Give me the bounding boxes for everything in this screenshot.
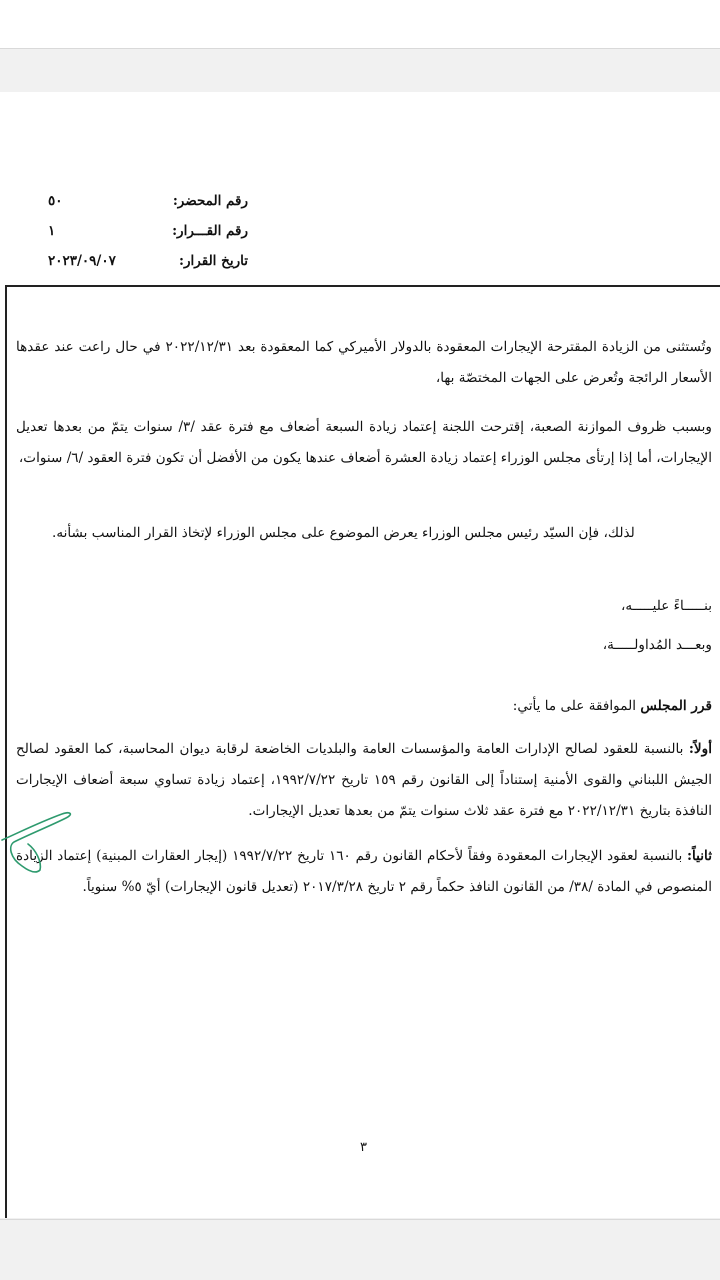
minutes-label: رقم المحضر: — [172, 193, 248, 209]
page-number: ٣ — [360, 1140, 367, 1155]
minutes-row — [48, 186, 248, 216]
decision-date-value: ٢٠٢٣/٠٩/٠٧ — [48, 253, 116, 269]
first-heading: أولاً: — [688, 741, 712, 757]
decision-number-row — [48, 216, 248, 246]
paragraph-budget: وبسبب ظروف الموازنة الصعبة، إقترحت اللجنة إعتماد زيادة السبعة أضعاف مع فترة عقد /٣/ سنوات يتمّ من بعدها تعديل الإيجارات، أما إذا إرتأى مجلس الوزراء إعتماد زيادة العشرة أضعاف عندها يكون من الأفضل أن تكون فترة العقود /٦/ سنوات، — [16, 419, 712, 466]
top-bar — [0, 0, 720, 48]
frame-border-left — [5, 285, 7, 1218]
paragraph-deliberation: وبعـــد المُداولـــــة، — [602, 637, 712, 653]
decision-date-label: تاريخ القرار: — [179, 253, 248, 269]
second-heading: ثانياً: — [687, 848, 712, 864]
decision-header — [48, 186, 248, 276]
council-decision-heading: قرر المجلس — [640, 698, 712, 714]
paragraph-exemption: وتُستثنى من الزيادة المقترحة الإيجارات المعقودة بالدولار الأميركي كما المعقودة بعد ٢٠٢٢/١٢/٣١ في حال راعت عند عقدها الأسعار الرائجة وتُعرض على الجهات المختصّة بها، — [16, 339, 712, 386]
paragraph-submission: لذلك، فإن السيّد رئيس مجلس الوزراء يعرض الموضوع على مجلس الوزراء لإتخاذ القرار المناسب بشأنه. — [52, 525, 635, 541]
decision-number-value: ١ — [48, 223, 56, 239]
decision-date-row — [48, 246, 248, 276]
frame-border-top — [5, 285, 720, 287]
paragraph-second — [16, 841, 712, 903]
minutes-value: ٥٠ — [48, 193, 63, 209]
divider — [0, 48, 720, 49]
divider — [0, 1219, 720, 1220]
council-decision-text: الموافقة على ما يأتي: — [512, 698, 641, 714]
signature-mark — [0, 792, 80, 892]
document-body — [16, 332, 712, 903]
document-page[interactable] — [0, 92, 720, 1218]
decision-number-label: رقم القـــرار: — [172, 223, 248, 239]
paragraph-council-decision — [16, 691, 712, 722]
first-text: بالنسبة للعقود لصالح الإدارات العامة والمؤسسات العامة والبلديات الخاضعة لرقابة ديوان المحاسبة، كما العقود لصالح الجيش اللبناني والقوى الأمنية إستناداً إلى القانون رقم ١٥٩ تاريخ ١٩٩٢/٧/٢٢، إعتماد زيادة تساوي سبعة أضعاف الإيجارات النافذة بتاريخ ٢٠٢٢/١٢/٣١ مع فترة عقد ثلاث سنوات يتمّ من بعدها تعديل الإيجارات. — [16, 741, 712, 819]
paragraph-based-on: بنـــــاءً عليـــــه، — [621, 598, 712, 614]
second-text: بالنسبة لعقود الإيجارات المعقودة وفقاً لأحكام القانون رقم ١٦٠ تاريخ ١٩٩٢/٧/٢٢ (إيجار العقارات المبنية) إعتماد الزيادة المنصوص في المادة /٣٨/ من القانون النافذ حكماً رقم ٢ تاريخ ٢٠١٧/٣/٢٨ (تعديل قانون الإيجارات) أيّ ٥% سنوياً. — [16, 848, 712, 895]
paragraph-first — [16, 734, 712, 827]
